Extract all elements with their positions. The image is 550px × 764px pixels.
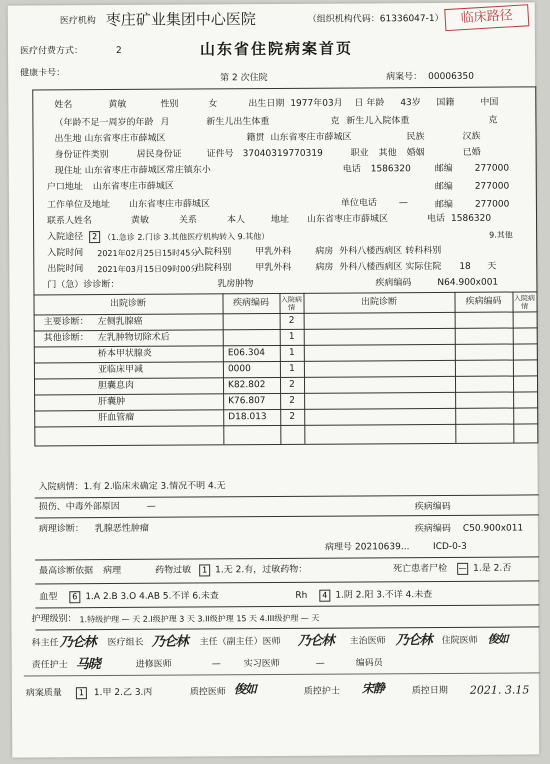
pathology-number-label: 病理号	[324, 542, 353, 553]
pathology-label: 病理诊断：	[38, 524, 84, 535]
discharge-dept-label: 出院科别	[195, 263, 232, 274]
dx-other-1-cond: 1	[288, 331, 295, 342]
dx-other-6-code: D18.013	[228, 412, 267, 423]
rh-options: 1.阴 2.阳 3.不详 4.未查	[335, 590, 433, 601]
medical-record-form	[8, 2, 540, 757]
practice-value: —	[315, 658, 325, 669]
admit-time-value: 2021年02月25日15时45分	[97, 248, 199, 259]
id-type-label: 身份证件类别	[54, 150, 109, 161]
dx-other-2: 桥本甲状腺炎	[97, 348, 152, 360]
autopsy-options: 1.是 2.否	[473, 563, 512, 574]
blood-type-box: 6	[69, 591, 80, 603]
address-value: 山东省枣庄市薛城区常庄镇东小	[84, 165, 211, 177]
dx-other-5-code: K76.807	[228, 396, 266, 407]
record-number: 00006350	[428, 71, 474, 83]
outpatient-dx-label: 门（急）诊诊断：	[47, 279, 120, 291]
marriage-value: 已婚	[462, 147, 481, 158]
name-label: 姓名	[54, 100, 73, 111]
dx-other-2-code: E06.304	[227, 348, 266, 359]
qc-doctor-label: 质控医师	[189, 687, 226, 698]
chief-label: 医疗组长	[107, 637, 144, 649]
org-label: 医疗机构	[59, 16, 96, 27]
discharge-time-value: 2021年03月15日09时00分	[97, 264, 199, 275]
age-value: 43岁	[400, 98, 421, 109]
pathology-code-value: C50.900x011	[462, 523, 524, 534]
relation-label: 关系	[178, 215, 198, 226]
condition-legend: 入院病情：1.有 2.临床未确定 3.情况不明 4.无	[38, 481, 226, 493]
birthplace-value: 山东省枣庄市薛城区	[84, 133, 166, 145]
hukou-value: 山东省枣庄市薛城区	[92, 181, 174, 193]
dob-day: 日	[354, 98, 364, 109]
hukou-label: 户口地址	[46, 182, 83, 193]
qc-doctor-signature: 俊如	[233, 682, 256, 697]
injury-label: 损伤、中毒外部原因	[38, 501, 120, 513]
allergy-options: 1.无 2.有，过敏药物：	[215, 564, 308, 576]
route-label: 入院途径	[47, 232, 84, 243]
pathology-value: 乳腺恶性肿瘤	[94, 523, 149, 535]
attending-label: 主任（副主任）医师	[199, 636, 281, 648]
contact-value: 黄敏	[130, 215, 150, 226]
dx-basis-value: 病理	[103, 565, 122, 577]
qc-date-label: 质控日期	[411, 685, 448, 697]
dx-other-3-cond: 1	[289, 363, 295, 374]
autopsy-label: 死亡患者尸检	[393, 563, 448, 575]
dx-basis-label: 最高诊断依据	[39, 566, 94, 577]
sex-label: 性别	[160, 99, 179, 110]
age-label: 年龄	[366, 98, 385, 109]
post-label-3: 邮编	[434, 199, 453, 211]
director-label: 科主任	[31, 638, 59, 649]
care-level-value: 1.特级护理 — 天 2.I级护理 3 天 3.II级护理 15 天 4.III级护理 — 天	[79, 613, 320, 625]
contact-phone-value: 1586320	[450, 213, 492, 224]
intern-value: —	[211, 659, 221, 670]
gram-unit-1: 克	[330, 116, 340, 127]
post-value-3: 277000	[474, 199, 510, 210]
phone-value: 1586320	[370, 164, 411, 175]
quality-box: 1	[76, 687, 87, 699]
director-signature: 乃仑林	[59, 635, 96, 651]
nurse-signature: 马晓	[75, 657, 100, 673]
autopsy-box: —	[457, 563, 468, 575]
route-box: 2	[89, 231, 100, 243]
ethnic-label: 民族	[406, 132, 425, 143]
col-dx-code-2: 疾病编码	[465, 296, 502, 307]
infant-month-label: 月	[160, 117, 170, 128]
nationality-value: 中国	[480, 97, 499, 108]
work-value: 山东省枣庄市薛城区	[128, 199, 210, 210]
newborn-weight-label: 新生儿出生体重	[206, 117, 270, 128]
dx-other-5: 肝囊肿	[98, 396, 126, 408]
col-discharge-dx: 出院诊断	[109, 298, 147, 309]
job-label: 职业	[350, 148, 369, 159]
ward-value-2: 外科八楼西病区	[339, 262, 403, 273]
transfer-dept-label: 转科科别	[405, 245, 442, 257]
table-row: 其他诊断：	[43, 333, 89, 344]
ward-label: 病房	[315, 246, 334, 257]
form-title: 山东省住院病案首页	[199, 39, 354, 59]
route-other-label: 9.其他	[489, 230, 513, 240]
admit-dept-value: 甲乳外科	[255, 246, 292, 258]
marriage-label: 婚姻	[406, 148, 425, 159]
discharge-time-label: 出院时间	[47, 264, 84, 275]
discharge-dept-value: 甲乳外科	[255, 262, 292, 274]
days-value: 18	[459, 261, 471, 272]
record-number-label: 病案号：	[386, 72, 423, 83]
chief-signature: 乃仑林	[151, 634, 188, 650]
dx-main-cond: 2	[288, 315, 295, 326]
blood-type-options: 1.A 2.B 3.O 4.AB 5.不详 6.未查	[85, 591, 219, 603]
work-label: 工作单位及地址	[46, 199, 110, 211]
post-value-2: 277000	[474, 181, 510, 192]
birthplace-label: 出生地	[54, 134, 82, 145]
outpatient-dx-value: 乳房肿物	[217, 279, 254, 290]
org-name: 枣庄矿业集团中心医院	[105, 10, 256, 30]
contact-phone-label: 电话	[426, 213, 446, 225]
allergy-label: 药物过敏	[155, 565, 192, 576]
nationality-label: 国籍	[436, 97, 455, 109]
ethnic-value: 汉族	[462, 131, 481, 142]
intern-label: 进修医师	[135, 659, 172, 670]
dx-other-4: 胆囊息肉	[98, 380, 135, 392]
injury-value: —	[146, 501, 156, 512]
quality-options: 1.甲 2.乙 3.丙	[93, 687, 153, 699]
contact-label: 联系人姓名	[46, 216, 93, 227]
dx-other-5-cond: 2	[289, 395, 296, 406]
relation-value: 本人	[226, 215, 246, 226]
col-admit-cond-2: 入院病情	[513, 294, 536, 311]
resident-signature: 俊如	[487, 632, 508, 646]
payment-label: 医疗付费方式：	[19, 46, 84, 57]
health-card-label: 健康卡号：	[20, 68, 66, 79]
dx-other-2-cond: 1	[288, 347, 295, 358]
org-code: （组织机构代码：61336047-1）	[307, 13, 444, 25]
table-row: 主要诊断：	[43, 317, 89, 328]
blood-type-label: 血型	[39, 592, 58, 603]
dx-other-6-cond: 2	[289, 411, 296, 422]
qc-nurse-label: 质控护士	[303, 686, 340, 697]
col-admit-cond: 入院病情	[280, 295, 303, 312]
gram-unit-2: 克	[488, 115, 498, 126]
dx-other-3-code: 0000	[227, 364, 251, 375]
clinical-pathway-stamp: 临床路径	[444, 4, 529, 31]
care-level-label: 护理级别：	[31, 614, 77, 625]
infant-age-label: （年龄不足一周岁的年龄	[54, 117, 154, 129]
outpatient-code-value: N64.900x001	[437, 277, 499, 288]
quality-label: 病案质量	[25, 688, 62, 699]
ward-label-2: 病房	[315, 262, 334, 273]
practice-label: 实习医师	[243, 658, 280, 670]
admit-time-label: 入院时间	[47, 248, 84, 259]
contact-address-value: 山东省枣庄市薛城区	[306, 214, 389, 225]
newborn-admit-weight-label: 新生儿入院体重	[346, 116, 410, 127]
contact-address-label: 地址	[270, 214, 290, 226]
ward-value: 外科八楼西病区	[339, 246, 403, 257]
pathology-number-value: 20210639...	[354, 542, 410, 553]
post-label-1: 邮编	[434, 163, 453, 175]
native-label: 籍贯	[246, 133, 265, 144]
dob-label: 出生日期	[248, 98, 285, 110]
work-phone-value: —	[398, 198, 408, 209]
outpatient-code-label: 疾病编码	[375, 278, 412, 289]
icd-o-3: ICD-0-3	[432, 541, 467, 553]
job-value: 其他	[378, 148, 397, 159]
attending-signature: 乃仑林	[297, 633, 334, 649]
injury-code-label: 疾病编码	[414, 501, 451, 513]
id-number: 37040319770319	[242, 148, 323, 160]
col-dx-code: 疾病编码	[232, 298, 270, 309]
col-discharge-dx-2: 出院诊断	[360, 297, 398, 308]
rh-box: 4	[319, 590, 330, 602]
allergy-box: 1	[199, 564, 210, 576]
pathology-code-label: 疾病编码	[414, 523, 451, 535]
resident-label: 住院医师	[441, 635, 478, 646]
dx-other-4-code: K82.802	[228, 380, 266, 391]
post-value-1: 277000	[474, 163, 510, 174]
phone-label: 电话	[342, 164, 361, 175]
dx-other-4-cond: 2	[289, 379, 295, 390]
post-label-2: 邮编	[434, 181, 453, 193]
dx-other-3: 亚临床甲减	[97, 364, 143, 376]
dx-main: 左侧乳腺癌	[97, 316, 143, 328]
route-options: （1.急诊 2.门诊 3.其他医疗机构转入 9.其他）	[103, 232, 270, 243]
treating-label: 主治医师	[349, 636, 386, 647]
rh-label: Rh	[295, 590, 308, 601]
days-unit: 天	[487, 261, 497, 272]
dx-other-1: 左乳肿物切除术后	[97, 332, 170, 344]
id-number-label: 证件号	[206, 149, 234, 160]
admission-count: 第 2 次住院	[220, 73, 268, 84]
native-value: 山东省枣庄市薛城区	[270, 132, 352, 144]
address-label: 现住址	[54, 166, 82, 177]
dob-value: 1977年03月	[290, 98, 343, 109]
coder-label: 编码员	[355, 658, 383, 669]
treating-signature: 乃仑林	[395, 633, 432, 649]
qc-nurse-signature: 宋静	[361, 681, 384, 696]
admit-dept-label: 入院科别	[195, 247, 232, 258]
payment-value: 2	[115, 45, 122, 56]
nurse-label: 责任护士	[31, 660, 68, 671]
days-label: 实际住院	[405, 261, 442, 273]
patient-name: 黄敏	[108, 99, 127, 111]
work-phone-label: 单位电话	[340, 198, 377, 209]
dx-other-6: 肝血管瘤	[98, 412, 135, 424]
sex-value: 女	[208, 99, 218, 110]
id-type-value: 居民身份证	[136, 149, 182, 160]
qc-date-value: 2021. 3.15	[469, 683, 530, 697]
